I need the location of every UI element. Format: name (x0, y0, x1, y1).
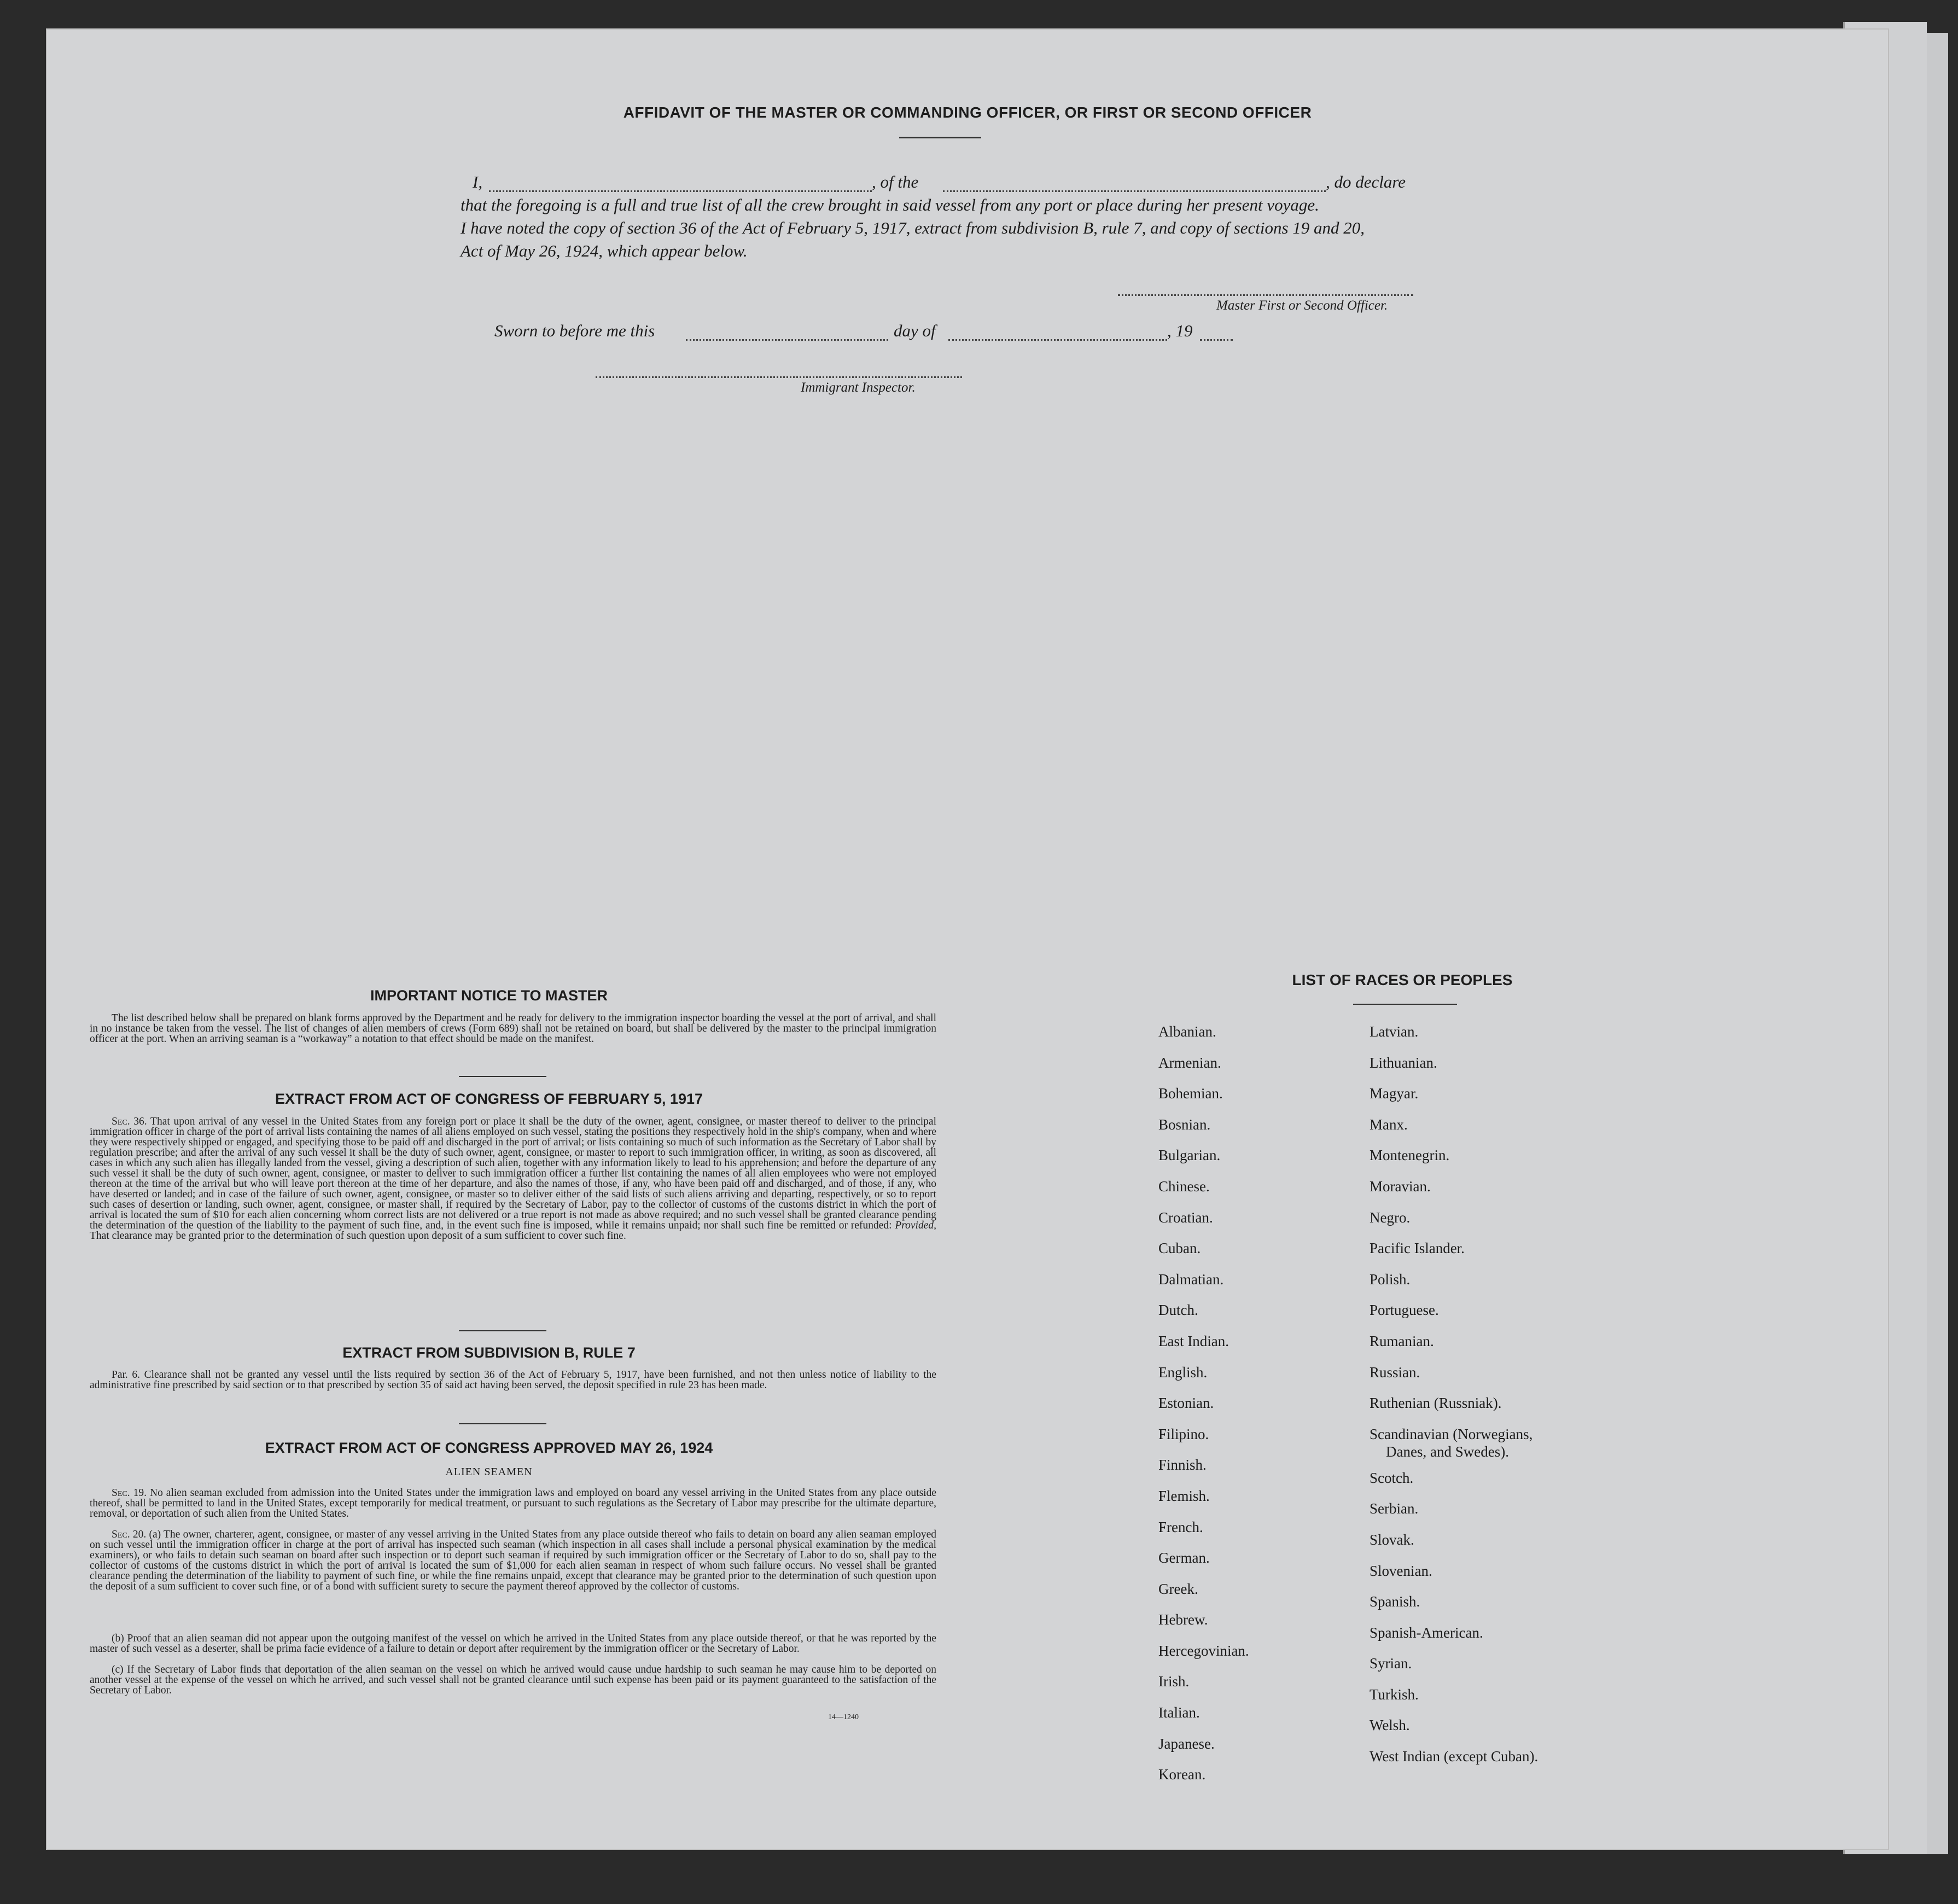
proviso-label: Provided, (895, 1220, 937, 1231)
divider (459, 1076, 546, 1077)
race-item: Irish. (1158, 1673, 1190, 1690)
race-item: Spanish-American. (1370, 1624, 1483, 1641)
race-item: Ruthenian (Russniak). (1370, 1395, 1502, 1412)
name-blank (489, 190, 872, 192)
race-item: Russian. (1370, 1364, 1420, 1381)
affidavit-i-label: I, (473, 172, 483, 191)
affidavit-of-label: , of the (872, 172, 919, 191)
race-item: Hebrew. (1158, 1611, 1208, 1628)
race-item: Japanese. (1158, 1735, 1215, 1752)
year-label: , 19 (1167, 321, 1193, 340)
race-item: Filipino. (1158, 1425, 1209, 1442)
extract-1924-title: EXTRACT FROM ACT OF CONGRESS APPROVED MAY 26, 1924 (265, 1440, 713, 1456)
race-item: Slovak. (1370, 1531, 1414, 1548)
form-number: 14—1240 (828, 1713, 859, 1721)
affidavit-declare-label: , do declare (1326, 172, 1406, 191)
document-sheet (46, 28, 1889, 1850)
proviso-text: That clearance may be granted prior to the determination of such question upon deposit of a sum sufficient to cover such fine. (90, 1230, 626, 1242)
race-item: Korean. (1158, 1766, 1206, 1783)
race-item: Greek. (1158, 1580, 1198, 1597)
race-item: German. (1158, 1550, 1210, 1567)
race-item: Italian. (1158, 1704, 1200, 1721)
subdivision-title: EXTRACT FROM SUBDIVISION B, RULE 7 (342, 1344, 636, 1361)
divider (459, 1423, 546, 1424)
races-right-column (1370, 1016, 1538, 1772)
divider (459, 1330, 546, 1331)
race-item: Polish. (1370, 1271, 1411, 1288)
extract-1917-text (90, 1116, 936, 1241)
race-item: French. (1158, 1518, 1203, 1535)
race-item-continued: Danes, and Swedes). (1386, 1443, 1509, 1460)
race-item: Lithuanian. (1370, 1054, 1437, 1071)
section-body: (a) The owner, charterer, agent, consignee, or master of any vessel arriving in the United States from any place outside thereof who fails to detain on board any alien seaman employed on such vessel until the immigration officer in charge at the port of arrival has inspected such seaman (which inspection in all cases shall include a personal physical examination by the medical examiners), or who fails to detain such seaman on board after such inspection or to deport such seaman if required by such immigration officer or the Secretary of Labor to do so, shall pay to the collector of customs of the customs district in which the port of arrival is located the sum of $1,000 for each alien seaman in respect of whom such failure occurs. No vessel shall be granted clearance pending the determination of the liability to payment of such fine, or while the fine remains unpaid, except that clearance may be granted prior to the determination of such question upon the deposit of a sum sufficient to cover such fine, or of a bond with sufficient surety to secure the payment thereof approved by the collector of customs. (90, 1529, 936, 1592)
race-item: Moravian. (1370, 1178, 1431, 1195)
race-item: Cuban. (1158, 1240, 1201, 1257)
races-left-column (1158, 1016, 1249, 1790)
race-item: Bulgarian. (1158, 1147, 1221, 1164)
section-body: That upon arrival of any vessel in the United States from any foreign port or place it shall be the duty of the owner, agent, consignee, or master thereof to deliver to the principal immigration officer in charge of the port of arrival lists containing the names of all aliens employed on such vessel, stating the positions they respectively hold in the ship's company, when and where they were respectively shipped or engaged, and specifying those to be paid off and discharged in the port of arrival; or lists containing so much of such information as the Secretary of Labor shall by regulation prescribe; and after the arrival of any such vessel it shall be the duty of such owner, agent, consignee, or master to report to such immigration officer, in writing, as soon as discovered, all cases in which any such alien has illegally landed from the vessel, giving a description of such alien, together with any information likely to lead to his apprehension; and before the departure of any such vessel it shall be the duty of such owner, agent, consignee, or master to deliver to such immigration officer a further list containing the names of all alien employees who were not employed thereon at the time of the arrival but who will leave port thereon at the time of her departure, and also the names of those, if any, who have been paid off and discharged, and of those, if any, who have deserted or landed; and in case of the failure of such owner, agent, consignee, or master so to deliver either of the said lists of such aliens arriving and departing, respectively, or so to report such cases of desertion or landing, such owner, agent, consignee, or master shall, if required by the Secretary of Labor, pay to the collector of customs of the customs district in which the port of arrival is located the sum of $10 for each alien concerning whom correct lists are not delivered or a true report is not made as above required; and no such vessel shall be granted clearance pending the determination of the question of the liability to the payment of such fine, and, in the event such fine is imposed, while it remains unpaid; nor shall such fine be remitted or refunded: (90, 1116, 936, 1231)
race-item: Bohemian. (1158, 1085, 1223, 1102)
race-item: Syrian. (1370, 1655, 1412, 1672)
race-item: English. (1158, 1364, 1208, 1381)
race-item: Dalmatian. (1158, 1271, 1224, 1288)
sworn-line (494, 319, 1315, 342)
sworn-day-blank (686, 339, 888, 341)
sec-20a-text (90, 1529, 936, 1592)
race-item: Scandinavian (Norwegians, (1370, 1425, 1533, 1442)
sec-20c-text: (c) If the Secretary of Labor finds that deportation of the alien seaman on the vessel on which he arrived would cause undue hardship to such seaman he may cause him to be deported on another vessel at the expense of the vessel on which he arrived, and such vessel shall not be granted clearance until such expense has been paid or its payment guaranteed to the satisfaction of the Secretary of Labor. (90, 1664, 936, 1696)
sec-19-text (90, 1488, 936, 1519)
section-body: No alien seaman excluded from admission into the United States under the immigration laws and employed on board any vessel arriving in the United States from any place outside thereof, shall be permitted to land in the United States, except temporarily for medical treatment, or pursuant to such regulations as the Secretary of Labor may prescribe for the ultimate departure, removal, or deportation of such alien from the United States. (90, 1487, 937, 1519)
race-item: Scotch. (1370, 1469, 1414, 1486)
race-item: Flemish. (1158, 1487, 1210, 1504)
race-item: Chinese. (1158, 1178, 1210, 1195)
affidavit-line-4: Act of May 26, 1924, which appear below. (461, 241, 748, 260)
sec-20b-text: (b) Proof that an alien seaman did not appear upon the outgoing manifest of the vessel on which he arrived in the United States from any place outside thereof, or that he was reported by the master of such vessel as a deserter, shall be prima facie evidence of a failure to detain or deport after requirement by the immigration officer or the Secretary of Labor. (90, 1633, 936, 1655)
race-item: Estonian. (1158, 1395, 1214, 1412)
race-item: Hercegovinian. (1158, 1642, 1249, 1659)
race-item: Portuguese. (1370, 1302, 1439, 1319)
race-item: Turkish. (1370, 1686, 1419, 1703)
race-item: Spanish. (1370, 1593, 1420, 1610)
race-item: Welsh. (1370, 1717, 1410, 1734)
extract-1917-title: EXTRACT FROM ACT OF CONGRESS OF FEBRUARY 5, 1917 (275, 1091, 703, 1107)
race-item: Pacific Islander. (1370, 1240, 1465, 1257)
affidavit-line-1 (473, 171, 1539, 194)
races-title: LIST OF RACES OR PEOPLES (1292, 971, 1513, 988)
sworn-month-blank (948, 339, 1167, 341)
subdivision-text: Par. 6. Clearance shall not be granted any vessel until the lists required by section 36 of the Act of February 5, 1917, have been furnished, and not then unless notice of liability to the administrative fine prescribed by said section or to that prescribed by section 35 of said act having been served, the deposit specified in rule 23 has been made. (90, 1369, 936, 1391)
race-item: Slovenian. (1370, 1562, 1432, 1579)
race-item: Finnish. (1158, 1457, 1207, 1474)
race-item: East Indian. (1158, 1332, 1229, 1349)
race-item: West Indian (except Cuban). (1370, 1748, 1539, 1765)
race-item: Rumanian. (1370, 1332, 1434, 1349)
race-item: Armenian. (1158, 1054, 1221, 1071)
notice-title: IMPORTANT NOTICE TO MASTER (370, 987, 608, 1004)
section-label: Sec. 20. (112, 1529, 147, 1540)
section-label: Sec. 19. (112, 1487, 147, 1499)
divider (1353, 1004, 1457, 1005)
section-label: Sec. 36. (112, 1116, 147, 1127)
divider (899, 137, 981, 138)
race-item: Magyar. (1370, 1085, 1419, 1102)
affidavit-line-3: I have noted the copy of section 36 of the Act of February 5, 1917, extract from subdivision B, rule 7, and copy of sections 19 and 20, (461, 218, 1365, 237)
master-signature-label: Master First or Second Officer. (1216, 298, 1388, 313)
race-item: Bosnian. (1158, 1116, 1211, 1133)
race-item: Albanian. (1158, 1023, 1216, 1040)
race-item: Manx. (1370, 1116, 1408, 1133)
year-blank (1200, 339, 1233, 341)
race-item: Negro. (1370, 1209, 1411, 1226)
race-item: Latvian. (1370, 1023, 1419, 1040)
affidavit-line-2: that the foregoing is a full and true list of all the crew brought in said vessel from any port or place during her present voyage. (461, 195, 1319, 214)
inspector-signature-label: Immigrant Inspector. (801, 380, 916, 395)
race-item: Montenegrin. (1370, 1147, 1450, 1164)
race-item: Dutch. (1158, 1302, 1198, 1319)
affidavit-title: AFFIDAVIT OF THE MASTER OR COMMANDING OFFICER, OR FIRST OR SECOND OFFICER (623, 104, 1312, 121)
vessel-blank (943, 190, 1326, 192)
notice-text: The list described below shall be prepared on blank forms approved by the Department and be ready for delivery to the immigration inspector boarding the vessel at the port of arrival, and shall in no instance be taken from the vessel. The list of changes of alien members of crews (Form 689) shall not be retained on board, but shall be delivered by the master to the principal immigration officer at the port. When an arriving seaman is a “workaway” a notation to that effect should be made on the manifest. (90, 1012, 936, 1045)
day-of-label: day of (894, 321, 936, 340)
race-item: Croatian. (1158, 1209, 1213, 1226)
extract-1924-subtitle: ALIEN SEAMEN (445, 1466, 533, 1478)
sworn-label: Sworn to before me this (494, 321, 655, 340)
race-item: Serbian. (1370, 1500, 1419, 1517)
